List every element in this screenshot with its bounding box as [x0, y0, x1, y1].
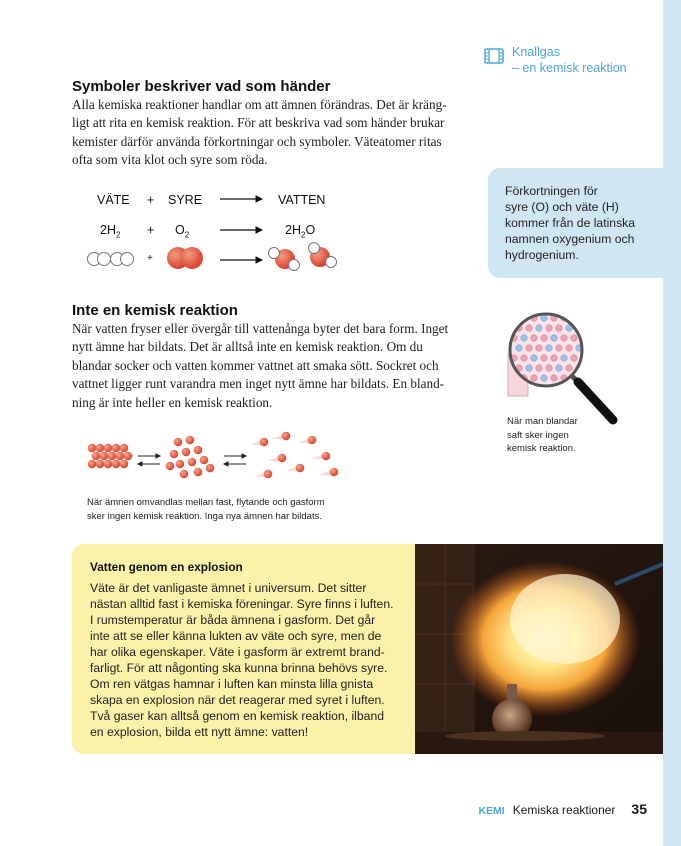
formula-water: $2H_2O$	[285, 223, 316, 240]
subject-label: KEMI	[478, 805, 505, 817]
particle	[88, 460, 97, 469]
particle	[116, 452, 125, 461]
particle	[561, 355, 568, 362]
particle	[88, 444, 97, 453]
formula-oxygen: $O_2$	[175, 223, 190, 240]
particle	[541, 335, 548, 342]
liquid-particles	[166, 436, 215, 479]
particle	[188, 458, 197, 467]
particle	[180, 470, 189, 479]
section-heading-not-reaction: Inte en kemisk reaktion	[72, 302, 238, 319]
particle	[566, 365, 573, 372]
particle	[308, 436, 317, 445]
particle	[546, 325, 553, 332]
particle	[120, 460, 129, 469]
particle	[104, 444, 113, 453]
section-body-not-reaction: När vatten fryser eller övergår till vattenånga byter det bara form. Inget nytt ämne har bildats. Det är alltså inte en kemisk reaktion. Om du blandar socker och vatten kommer vattnet att smaka sött. Sockret och vattnet ligger runt varandra men inget nytt ämne har bildats. En bland- ning är inte heller en kemisk reaktion.	[72, 321, 449, 410]
magnifier-glass-illustration	[500, 308, 630, 428]
chapter-label: Kemiska reaktioner	[512, 803, 616, 817]
particle	[282, 432, 291, 440]
particle	[541, 355, 548, 362]
particle	[170, 450, 179, 459]
particle	[541, 375, 548, 382]
particle	[176, 460, 185, 469]
hydrogen-molecules	[88, 253, 134, 266]
molecule-diagram	[86, 184, 346, 276]
page-number: 35	[631, 801, 647, 817]
particle	[551, 375, 558, 382]
particle	[526, 365, 533, 372]
particle	[124, 452, 133, 461]
particle	[186, 436, 195, 445]
particle	[278, 454, 287, 463]
particle	[521, 355, 528, 362]
particle	[561, 335, 568, 342]
particle	[526, 325, 533, 332]
particle	[566, 345, 573, 352]
particle	[531, 335, 538, 342]
particle	[330, 468, 339, 477]
plus-sign: +	[147, 253, 153, 264]
film-icon	[484, 48, 504, 64]
particle	[556, 325, 563, 332]
particle	[174, 438, 183, 447]
particle	[182, 448, 191, 457]
particle	[120, 444, 129, 453]
explosion-photo	[415, 544, 663, 754]
section-body-symbols: Alla kemiska reaktioner handlar om att ämnen förändras. Det är kräng- ligt att rita en kemisk reaktion. För att beskriva vad som händer brukar kemister därför använda förkortningar och symboler. Väteatomer ritas ofta som vita klot och syre som röda.	[72, 97, 447, 168]
particle	[112, 460, 121, 469]
word-oxygen: SYRE	[168, 193, 203, 207]
particle	[511, 315, 518, 322]
word-hydrogen: VÄTE	[97, 193, 130, 207]
particle	[556, 345, 563, 352]
particle	[571, 355, 578, 362]
particle	[96, 444, 105, 453]
particle	[546, 345, 553, 352]
particle	[322, 452, 331, 461]
page-footer	[478, 801, 647, 817]
particle	[571, 335, 578, 342]
video-link[interactable]	[484, 44, 627, 76]
particle	[551, 335, 558, 342]
particle	[264, 470, 273, 479]
magnifier-caption: När man blandar saft sker ingen kemisk reaktion.	[507, 416, 578, 454]
gas-particles	[250, 432, 338, 478]
fact-box: Förkortningen för syre (O) och väte (H) kommer från de latinska namnen oxygenium och hydrogenium.	[488, 168, 663, 278]
particle	[100, 452, 109, 461]
explosion-fact-box	[72, 544, 415, 754]
particle	[536, 325, 543, 332]
particle	[296, 464, 305, 473]
particle	[526, 345, 533, 352]
formula-hydrogen: $2H_2$	[100, 223, 121, 240]
plus-sign: +	[147, 223, 155, 237]
fact-box-title: Vatten genom en explosion	[90, 560, 243, 574]
particle	[556, 365, 563, 372]
particle	[546, 365, 553, 372]
particle	[571, 315, 578, 322]
particle	[531, 355, 538, 362]
particle	[194, 468, 203, 477]
particle	[200, 456, 209, 465]
water-molecules	[269, 243, 337, 271]
particle	[112, 444, 121, 453]
particle	[194, 446, 203, 455]
particle	[206, 464, 215, 473]
particle	[104, 460, 113, 469]
particle	[166, 462, 175, 471]
states-of-matter-diagram	[86, 432, 346, 490]
particle	[92, 452, 101, 461]
particle	[260, 438, 269, 447]
particle	[536, 365, 543, 372]
plus-sign: +	[147, 193, 155, 207]
section-heading-symbols: Symboler beskriver vad som händer	[72, 78, 331, 95]
states-caption: När ämnen omvandlas mellan fast, flytande och gasform sker ingen kemisk reaktion. Inga nya ämnen har bildats.	[87, 497, 325, 522]
page-edge-tab	[663, 0, 681, 846]
video-link-title: Knallgas – en kemisk reaktion	[512, 45, 627, 75]
particle	[536, 345, 543, 352]
particle	[516, 345, 523, 352]
oxygen-molecule	[167, 247, 203, 269]
particle	[96, 460, 105, 469]
particle	[531, 375, 538, 382]
particle	[521, 335, 528, 342]
solid-particles	[88, 444, 133, 469]
fact-box-text: Väte är det vanligaste ämnet i universum. Det sitter nästan alltid fast i kemiska föreningar. Syre finns i luften. I rumstemperatur är båda ämnena i gasform. Det går inte att se eller känna lukten av väte och syre, men de har olika egenskaper. Väte i gasform är extremt brand- farligt. För att någonting ska kunna brinna behövs syre. Om ren vätgas hamnar i luften kan minsta lilla gnista skapa en explosion när det reagerar med syret i luften. Två gaser kan alltså genom en kemisk reaktion, ilband en explosion, bilda ett nytt ämne: vatten!	[90, 581, 394, 739]
arrow-icon	[220, 196, 262, 263]
word-water: VATTEN	[278, 193, 326, 207]
particle	[108, 452, 117, 461]
particle	[551, 355, 558, 362]
